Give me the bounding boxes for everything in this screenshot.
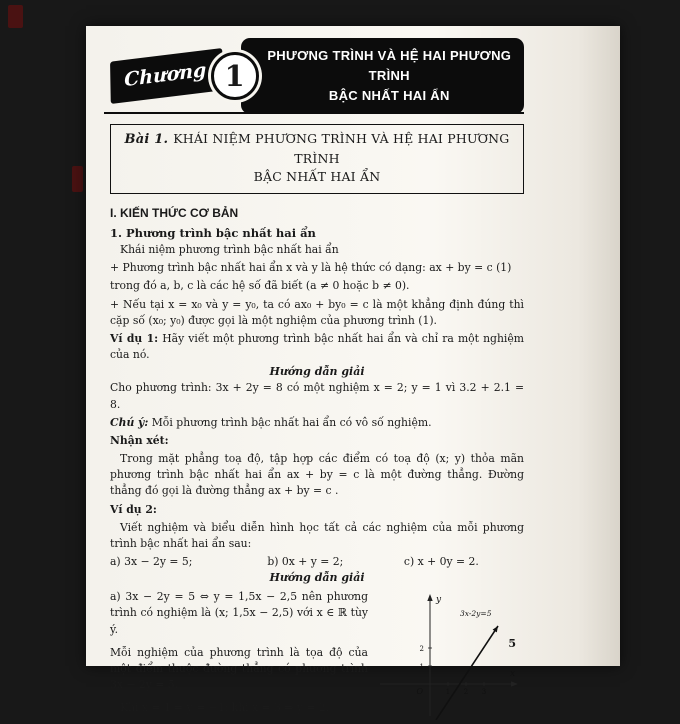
solution-guide-heading-1: Hướng dẫn giải: [269, 365, 365, 379]
example1-solution: Cho phương trình: 3x + 2y = 8 có một nghiệm x = 2; y = 1 vì 3.2 + 2.1 = 8.: [110, 381, 524, 411]
note-text: Mỗi phương trình bậc nhất hai ẩn có vô số nghiệm.: [151, 415, 432, 429]
x-tick-label-2: 2: [463, 688, 469, 697]
solution-a-step2: Mỗi nghiệm của phương trình là tọa độ của một điểm thuộc đường thẳng có phương trình 3x − 2y = 5.: [110, 645, 368, 692]
example1-label: Ví dụ 1:: [110, 331, 159, 345]
example2-text: Viết nghiệm và biểu diễn hình học tất cả các nghiệm của mỗi phương trình bậc nhất hai ẩn sau:: [110, 520, 524, 550]
paragraph-coefficients: trong đó a, b, c là các hệ số đã biết (a ≠ 0 hoặc b ≠ 0).: [110, 279, 410, 293]
example1-text: Hãy viết một phương trình bậc nhất hai ẩn và chỉ ra một nghiệm của nó.: [110, 331, 524, 362]
subsection-heading: 1. Phương trình bậc nhất hai ẩn: [110, 226, 316, 240]
note-paragraph: [110, 415, 524, 431]
example2-item-a: a) 3x − 2y = 5;: [110, 555, 193, 569]
remark-text: Trong mặt phẳng toạ độ, tập hợp các điểm có toạ độ (x; y) thỏa mãn phương trình bậc nhất hai ẩn ax + by = c là một đường thẳng. Đường thẳng đó gọi là đường thẳng ax + by = c .: [110, 452, 524, 498]
paragraph-definition: Khái niệm phương trình bậc nhất hai ẩn: [120, 243, 339, 256]
y-tick-label-1: 1: [419, 663, 424, 672]
chapter-script-badge: [110, 48, 222, 104]
solution-text-column: [110, 586, 368, 724]
solution-a-step1: a) 3x − 2y = 5 ⇔ y = 1,5x − 2,5 nên phương trình có nghiệm là (x; 1,5x − 2,5) với x ∈ ℝ tùy ý.: [110, 590, 368, 636]
section-heading: I. KIẾN THỨC CƠ BẢN: [110, 206, 239, 220]
example2-label-line: [110, 502, 524, 518]
chapter-script-label: Chương: [124, 59, 207, 92]
example2-item-c: c) x + 0y = 2.: [403, 555, 479, 569]
graph-3x-2y-5: [372, 586, 524, 724]
example2-label: Ví dụ 2:: [110, 502, 157, 516]
book-page: [86, 26, 620, 715]
x-tick-label-1: 1: [445, 688, 451, 697]
lesson-title-row1: [119, 130, 515, 168]
x-axis-arrow-icon: [511, 681, 518, 686]
line-equation-label: 3x-2y=5: [460, 609, 492, 619]
paragraph-solution-def: + Nếu tại x = x₀ và y = y₀, ta có ax₀ + by₀ = c là một khẳng định đúng thì cặp số (x₀; y₀) được gọi là một nghiệm của phương trình (1).: [110, 297, 524, 327]
lesson-title-line1: KHÁI NIỆM PHƯƠNG TRÌNH VÀ HỆ HAI PHƯƠNG TRÌNH: [173, 131, 510, 166]
paragraph-equation-form: + Phương trình bậc nhất hai ẩn x và y là hệ thức có dạng: ax + by = c (1): [110, 261, 512, 275]
solution-guide-heading-2: Hướng dẫn giải: [269, 571, 365, 585]
origin-label: O: [416, 687, 423, 697]
lesson-title-line2: BẬC NHẤT HAI ẨN: [253, 169, 381, 185]
example2-item-b: b) 0x + y = 2;: [267, 555, 344, 569]
y-axis-arrow-icon: [427, 594, 432, 601]
remark-label: Nhận xét:: [110, 433, 169, 447]
page-content: [86, 26, 620, 724]
y-axis-label: y: [436, 595, 442, 606]
x-tick-label-3: 3: [481, 688, 487, 697]
chapter-number: 1: [224, 59, 245, 93]
photo-artifact: [72, 166, 83, 192]
solution-area: [110, 586, 524, 724]
solution-a-step3: Khi x = 1 ⇒ y = −1; khi x = 3 ⇒ y = 2.: [120, 701, 330, 715]
lesson-prefix: Bài 1.: [124, 132, 169, 147]
plotted-line: [436, 626, 498, 720]
photo-artifact: [8, 5, 23, 28]
line-graph-svg: [372, 588, 522, 720]
chapter-title-line2: BẬC NHẤT HAI ẨN: [328, 88, 450, 104]
chapter-title-banner: [241, 38, 524, 114]
x-axis-label: x: [510, 669, 516, 680]
chapter-header: [110, 44, 524, 108]
example2-items: [110, 555, 524, 568]
page-number: 5: [508, 637, 516, 650]
chapter-number-circle: [211, 52, 259, 100]
remark-label-line: [110, 433, 524, 449]
y-tick-label-2: 2: [419, 645, 424, 654]
example1-statement: [110, 331, 524, 363]
lesson-title-box: [110, 124, 524, 194]
note-label: Chú ý:: [110, 415, 149, 429]
chapter-title-line1: PHƯƠNG TRÌNH VÀ HỆ HAI PHƯƠNG TRÌNH: [267, 47, 512, 83]
